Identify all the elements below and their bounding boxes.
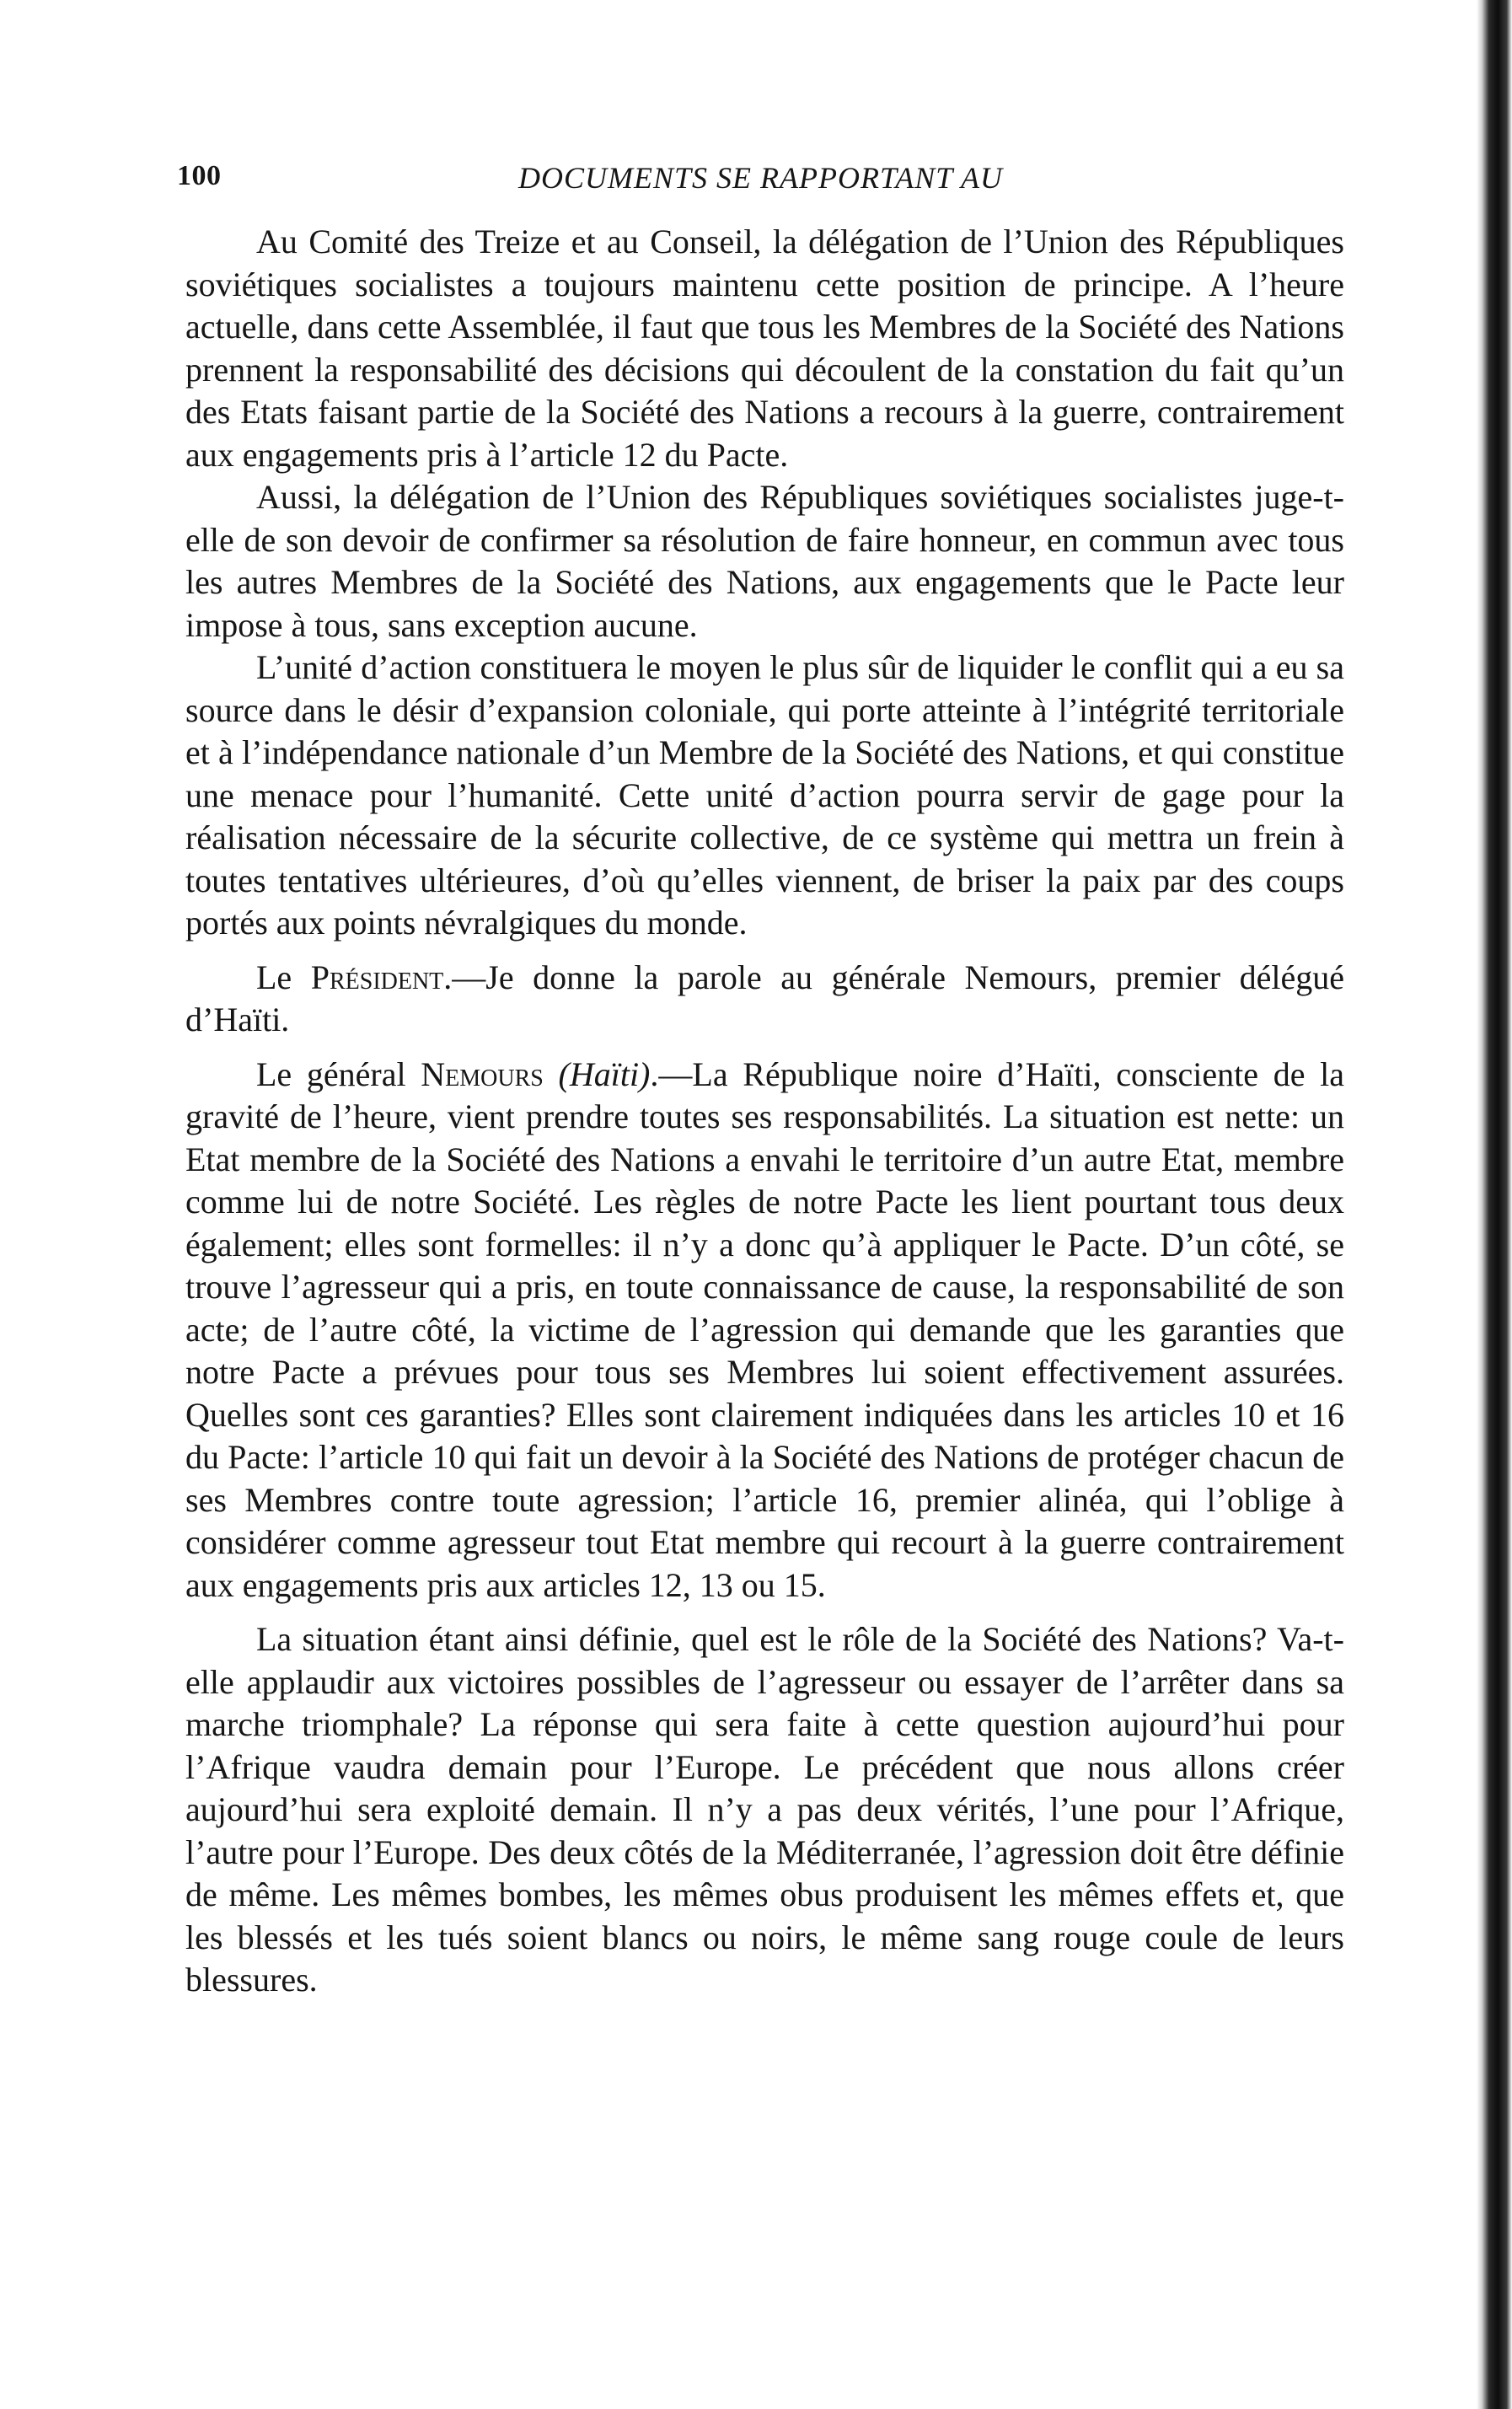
speaker-country: (Haïti) xyxy=(543,1054,651,1093)
paragraph-5-text: .—La République noire d’Haïti, consciente de la gravité de l’heure, vient prendre toutes ses responsabilités. La situation est nette: un Etat membre de la Société des Nations a envahi le territoire d’un autre Etat, membre comme lui de notre Société. Les règles de notre Pacte les lient pourtant tous deux également; elles sont formelles: il n’y a donc qu’à appliquer le Pacte. D’un côté, se trouve l’agresseur qui a pris, en toute connaissance de cause, la responsabilité de son acte; de l’autre côté, la victime de l’agression qui demande que les garanties que notre Pacte a prévues pour tous ses Membres lui soient effectivement assurées. Quelles sont ces garanties? Elles sont clairement indiquées dans les articles 10 et 16 du Pacte: l’article 10 qui fait un devoir à la Société des Nations de protéger chacun de ses Membres contre toute agression; l’article 16, premier alinéa, qui l’oblige à considérer comme agresseur tout Etat membre qui recourt à la guerre contrairement aux engagements pris aux articles 12, 13 ou 15. xyxy=(185,1054,1344,1604)
paragraph-1 xyxy=(185,221,1344,476)
running-head: DOCUMENTS SE RAPPORTANT AU xyxy=(517,161,1004,195)
paragraph-1-text: Au Comité des Treize et au Conseil, la délégation de l’Union des Républiques soviétiques socialistes a toujours maintenu cette position de principe. A l’heure actuelle, dans cette Assemblée, il faut que tous les Membres de la Société des Nations prennent la responsabilité des décisions qui découlent de la constation du fait qu’un des Etats faisant partie de la Société des Nations a recours à la guerre, contrairement aux engagements pris à l’article 12 du Pacte. xyxy=(185,223,1344,474)
page-binding-edge xyxy=(1477,0,1512,2409)
paragraph-2-text: Aussi, la délégation de l’Union des Républiques soviétiques socialistes juge-t-elle de son devoir de confirmer sa résolution de faire honneur, en commun avec tous les autres Membres de la Société des Nations, aux engagements que le Pacte leur impose à tous, sans exception aucune. xyxy=(185,478,1344,644)
body-text xyxy=(185,221,1344,2002)
speaker-nemours: Nemours xyxy=(421,1054,544,1093)
paragraph-4-prefix: Le xyxy=(256,958,311,996)
paragraph-2 xyxy=(185,476,1344,647)
paragraph-4 xyxy=(185,957,1344,1042)
paragraph-5 xyxy=(185,1054,1344,1607)
speaker-president: Président xyxy=(310,958,444,996)
paragraph-5-prefix: Le général xyxy=(256,1054,421,1093)
paragraph-3-text: L’unité d’action constituera le moyen le plus sûr de liquider le conflit qui a eu sa source dans le désir d’expansion coloniale, qui porte atteinte à l’intégrité territoriale et à l’indépendance nationale d’un Membre de la Société des Nations, et qui constitue une menace pour l’humanité. Cette unité d’action pourra servir de gage pour la réalisation nécessaire de la sécurite collective, de ce système qui mettra un frein à toutes tentatives ultérieures, d’où qu’elles viennent, de briser la paix par des coups portés aux points névralgiques du monde. xyxy=(185,648,1344,942)
page-number: 100 xyxy=(177,160,222,191)
paragraph-3 xyxy=(185,647,1344,945)
paragraph-6-text: La situation étant ainsi définie, quel est le rôle de la Société des Nations? Va-t-elle applaudir aux victoires possibles de l’agresseur ou essayer de l’arrêter dans sa marche triomphale? La réponse qui sera faite à cette question aujourd’hui pour l’Afrique vaudra demain pour l’Europe. Le précédent que nous allons créer aujourd’hui sera exploité demain. Il n’y a pas deux vérités, l’une pour l’Afrique, l’autre pour l’Europe. Des deux côtés de la Méditerranée, l’agression doit être définie de même. Les mêmes bombes, les mêmes obus produisent les mêmes effets et, que les blessés et les tués soient blancs ou noirs, le même sang rouge coule de leurs blessures. xyxy=(185,1620,1344,1999)
paragraph-4-text: .—Je donne la parole au générale Nemours, premier délégué d’Haïti. xyxy=(185,958,1344,1038)
page-header xyxy=(177,160,1344,202)
paragraph-6 xyxy=(185,1618,1344,2002)
